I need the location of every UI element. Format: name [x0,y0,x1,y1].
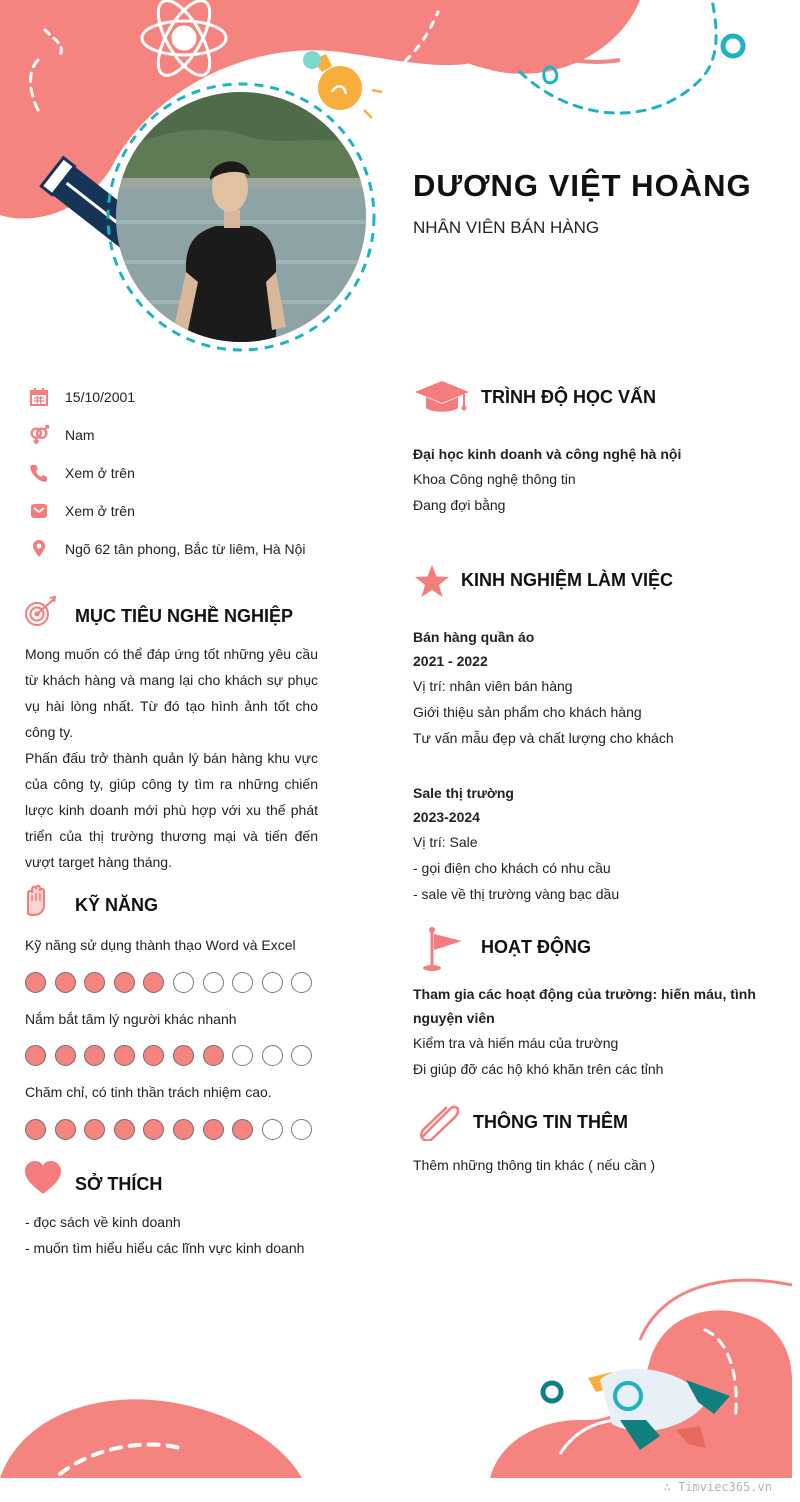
email-icon [28,500,50,522]
extra-info-text: Thêm những thông tin khác ( nếu cần ) [413,1157,656,1173]
activities-title: HOẠT ĐỘNG [481,937,591,957]
profile-photo [116,92,366,342]
job-title: NHÂN VIÊN BÁN HÀNG [413,218,600,237]
extra-info-title: THÔNG TIN THÊM [473,1112,628,1132]
email-text: Xem ở trên [65,503,135,519]
job-detail: Vị trí: Sale [413,834,478,850]
rating-dot-filled [143,1045,164,1066]
education-status: Đang đợi bằng [413,497,506,513]
paperclip-icon [416,1103,460,1146]
education-title: TRÌNH ĐỘ HỌC VẤN [481,387,656,407]
birthdate-text: 15/10/2001 [65,389,136,405]
job-detail: Giới thiệu sản phẩm cho khách hàng [413,704,642,720]
job-company: Sale thị trường [413,785,514,801]
rating-dot-filled [173,1045,194,1066]
skill-rating [25,1045,321,1066]
rating-dot-filled [232,1119,253,1140]
contact-gender [28,423,95,447]
gender-icon [28,424,50,446]
watermark: ∴ Timviec365.vn [663,1480,772,1494]
rating-dot-filled [25,1045,46,1066]
heart-icon [24,1161,62,1200]
target-icon [24,596,58,635]
address-text: Ngõ 62 tân phong, Bắc từ liêm, Hà Nội [65,541,306,557]
rating-dot-empty [232,1045,253,1066]
job-detail: Vị trí: nhân viên bán hàng [413,678,573,694]
job-detail: Tư vấn mẫu đẹp và chất lượng cho khách [413,730,674,746]
calendar-icon [28,386,50,408]
rating-dot-empty [262,1045,283,1066]
rating-dot-filled [84,1119,105,1140]
job-company: Bán hàng quần áo [413,629,535,645]
rating-dot-filled [143,1119,164,1140]
contact-phone [28,461,135,485]
gender-text: Nam [65,427,95,443]
job-period: 2023-2024 [413,809,480,825]
rating-dot-empty [291,1045,312,1066]
rating-dot-filled [203,1045,224,1066]
rating-dot-filled [114,1045,135,1066]
job-detail: - sale về thị trường vàng bạc dầu [413,886,620,902]
rating-dot-filled [84,1045,105,1066]
phone-text: Xem ở trên [65,465,135,481]
rating-dot-empty [203,972,224,993]
skill-label: Chăm chỉ, có tinh thần trách nhiệm cao. [25,1084,272,1100]
rating-dot-filled [203,1119,224,1140]
rating-dot-empty [262,972,283,993]
phone-icon [28,462,50,484]
graduation-cap-icon [414,380,470,419]
rating-dot-filled [173,1119,194,1140]
rating-dot-filled [114,1119,135,1140]
rating-dot-filled [55,1119,76,1140]
rating-dot-filled [143,972,164,993]
skill-rating [25,1119,321,1140]
objective-paragraph-2: Phấn đấu trở thành quản lý bán hàng khu vực của công ty, giúp công ty tìm ra những chiến lược kinh doanh mới phù hợp với xu thế phát triển của thị trường thương mại và tiến đến vượt target hàng tháng. [25,750,318,870]
flag-icon [420,926,464,977]
experience-title: KINH NGHIỆM LÀM VIỆC [461,570,674,590]
skill-rating [25,972,321,993]
activity-name-continued: nguyện viên [413,1010,495,1026]
rating-dot-empty [291,972,312,993]
activity-detail: Kiểm tra và hiến máu của trường [413,1035,619,1051]
activity-detail: Đi giúp đỡ các hộ khó khăn trên các tỉnh [413,1061,664,1077]
rating-dot-filled [55,972,76,993]
objective-title: MỤC TIÊU NGHỀ NGHIỆP [75,606,294,626]
rating-dot-filled [114,972,135,993]
location-pin-icon [28,538,50,560]
faculty-name: Khoa Công nghệ thông tin [413,471,576,487]
hobby-item: - đọc sách về kinh doanh [25,1214,181,1230]
rating-dot-empty [262,1119,283,1140]
contact-birthdate [28,385,135,409]
rating-dot-empty [173,972,194,993]
rating-dot-filled [25,972,46,993]
hobby-item: - muốn tìm hiểu hiểu các lĩnh vực kinh doanh [25,1240,305,1256]
job-period: 2021 - 2022 [413,653,488,669]
skills-title: KỸ NĂNG [75,895,159,915]
hobbies-title: SỞ THÍCH [75,1174,163,1194]
objective-paragraph-1: Mong muốn có thể đáp ứng tốt những yêu cầu từ khách hàng và mang lại cho khách sự phục vụ hài lòng nhất. Từ đó tạo hình ảnh tốt cho công ty. [25,646,318,740]
rating-dot-empty [232,972,253,993]
rating-dot-filled [84,972,105,993]
rating-dot-empty [291,1119,312,1140]
rating-dot-filled [55,1045,76,1066]
skill-label: Kỹ năng sử dụng thành thạo Word và Excel [25,937,296,953]
candidate-name: DƯƠNG VIỆT HOÀNG [413,168,752,203]
rating-dot-filled [25,1119,46,1140]
star-icon [414,564,450,603]
contact-email [28,499,135,523]
contact-address [28,537,306,561]
activity-name: Tham gia các hoạt động của trường: hiến máu, tình [413,986,756,1002]
raised-hand-icon [24,883,48,922]
school-name: Đại học kinh doanh và công nghệ hà nội [413,446,682,462]
skill-label: Nắm bắt tâm lý người khác nhanh [25,1011,237,1027]
job-detail: - gọi điện cho khách có nhu cầu [413,860,611,876]
